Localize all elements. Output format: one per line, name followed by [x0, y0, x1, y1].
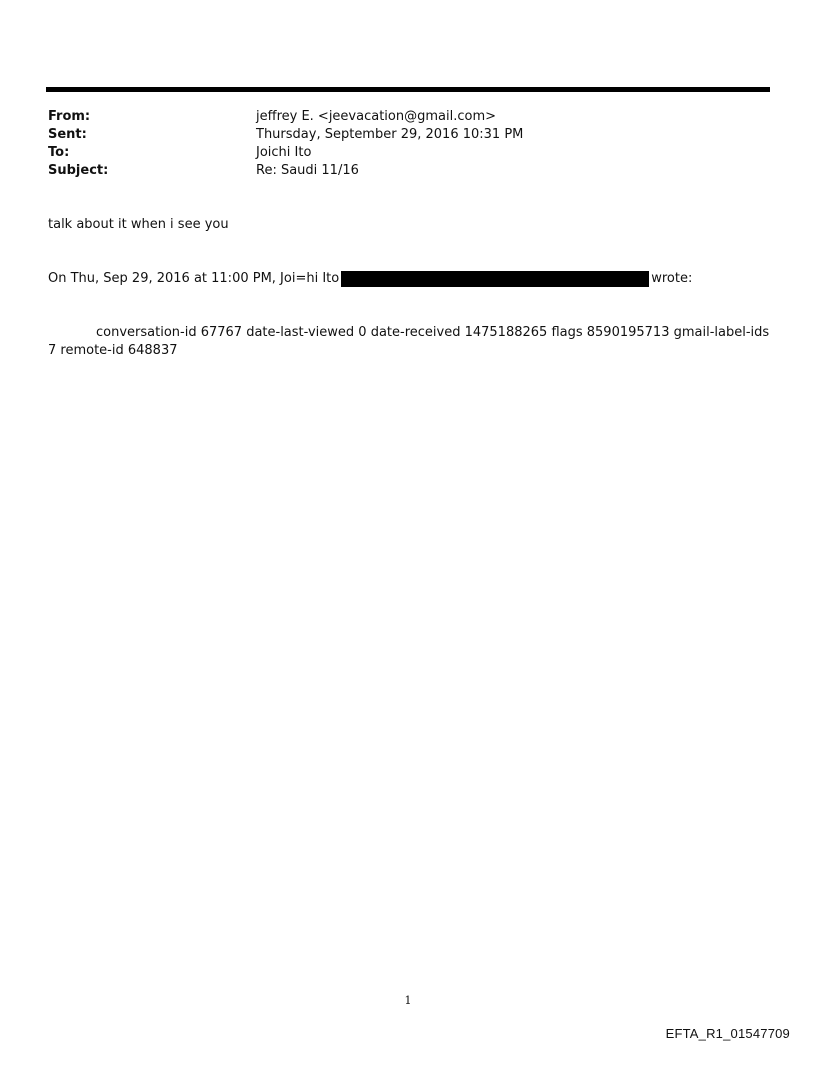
- header-row-sent: [48, 126, 523, 144]
- from-label: From:: [48, 109, 91, 124]
- page-number: 1: [404, 994, 412, 1007]
- sent-value: Thursday, September 29, 2016 10:31 PM: [256, 127, 524, 142]
- header-divider: [46, 87, 770, 92]
- to-label: To:: [48, 145, 70, 160]
- header-row-from: [48, 108, 523, 126]
- sent-label: Sent:: [48, 127, 87, 142]
- to-value: Joichi Ito: [256, 145, 312, 160]
- quoted-reply-header: [48, 270, 692, 288]
- header-row-to: [48, 144, 523, 162]
- redaction-box: [341, 271, 649, 287]
- quote-prefix: On Thu, Sep 29, 2016 at 11:00 PM, Joi=hi Ito: [48, 271, 340, 286]
- email-body: talk about it when i see you: [48, 217, 229, 232]
- document-id: EFTA_R1_01547709: [665, 1026, 790, 1041]
- email-header: [48, 108, 523, 180]
- subject-value: Re: Saudi 11/16: [256, 163, 359, 178]
- from-value: jeffrey E. <jeevacation@gmail.com>: [256, 109, 496, 124]
- subject-label: Subject:: [48, 163, 109, 178]
- message-metadata: conversation-id 67767 date-last-viewed 0 date-received 1475188265 flags 8590195713 gmail-label-ids 7 remote-id 648837: [48, 325, 770, 358]
- header-row-subject: [48, 162, 523, 180]
- quote-suffix: wrote:: [651, 271, 693, 286]
